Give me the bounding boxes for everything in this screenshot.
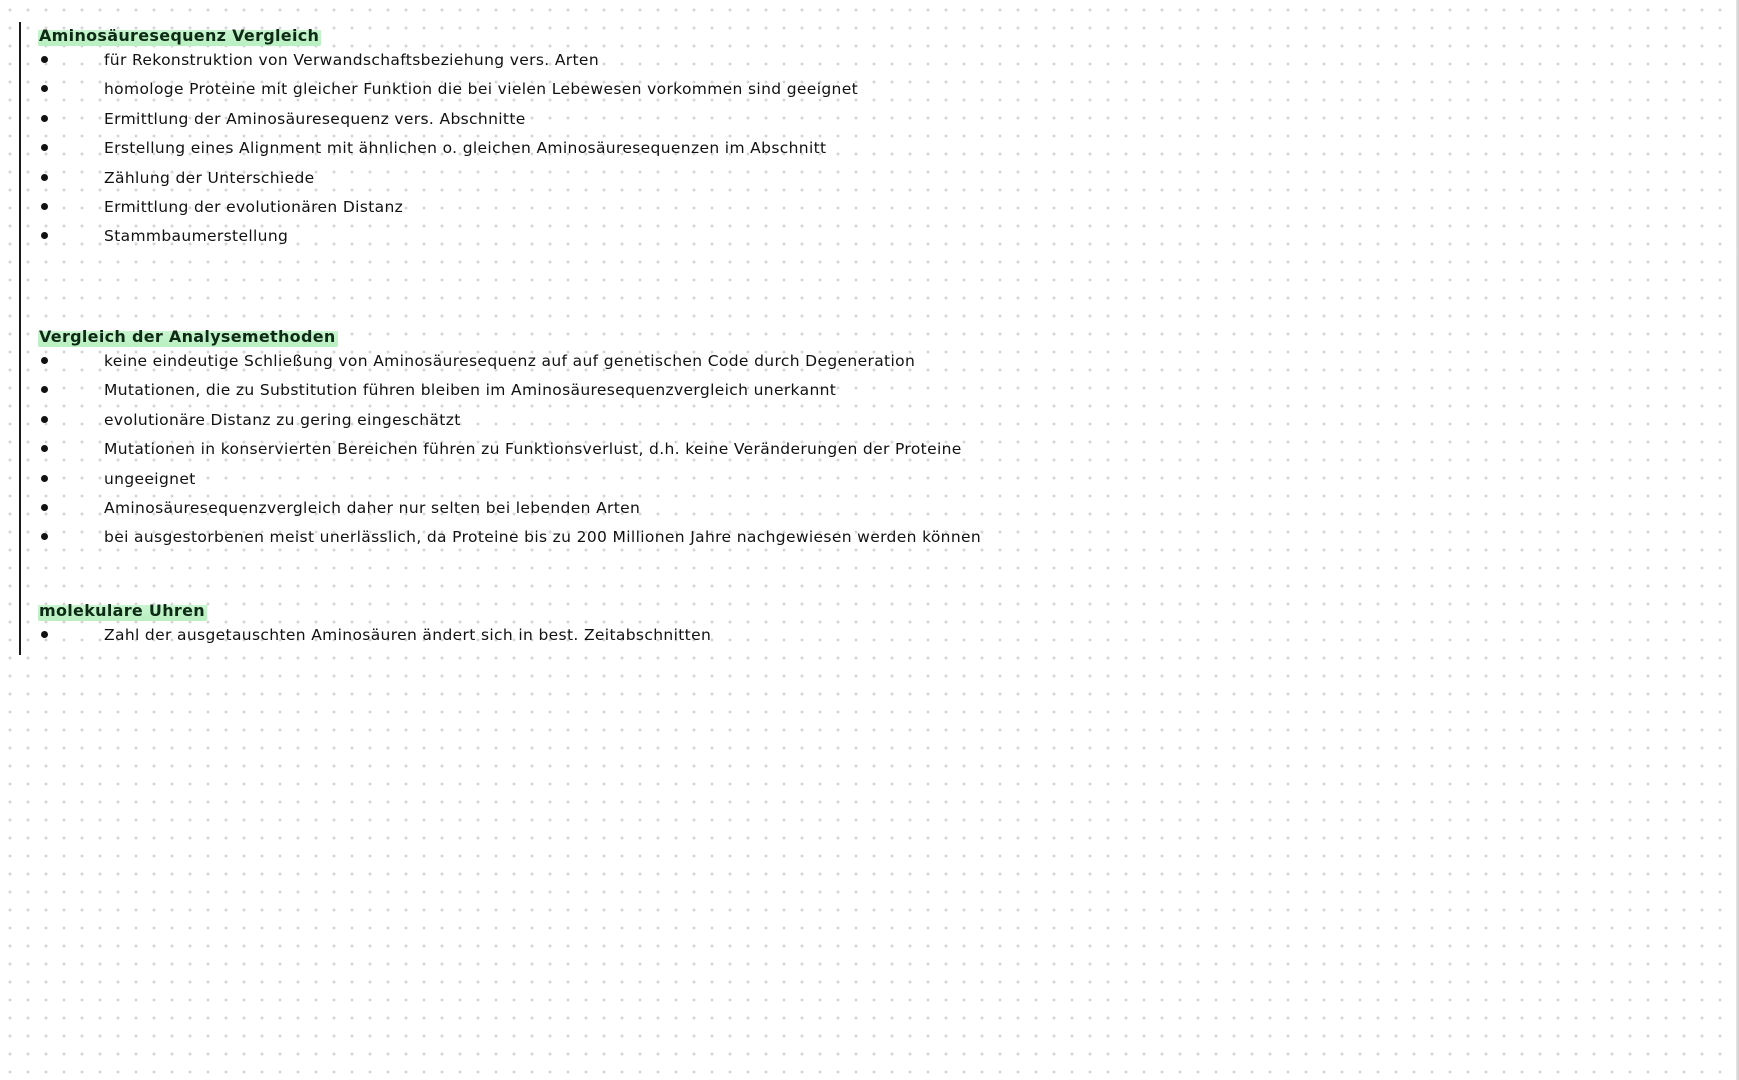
bullet-icon [41,144,48,151]
list-item [38,527,982,556]
list-item [38,625,712,654]
list-item-text: Ermittlung der Aminosäuresequenz vers. Abschnitte [104,109,526,128]
list-item [38,380,837,409]
section-vergleich-der-analysemethoden [38,327,982,557]
bullet-list [38,50,859,256]
list-item [38,469,338,498]
bullet-list [38,351,982,557]
list-item-text: Mutationen, die zu Substitution führen bleiben im Aminosäuresequenzvergleich unerkannt [104,381,837,400]
bullet-icon [41,85,48,92]
list-item [38,109,526,138]
bullet-list [38,625,712,654]
list-item-text: Stammbaumerstellung [104,227,289,246]
bullet-icon [41,445,48,452]
bullet-icon [41,416,48,423]
bullet-icon [41,631,48,638]
list-item-text: keine eindeutige Schließung von Aminosäuresequenz auf auf genetischen Code durch Degeneration [104,352,916,370]
list-item [38,138,827,167]
bullet-icon [41,56,48,63]
list-item-text: bei ausgestorbenen meist unerlässlich, da Proteine bis zu 200 Millionen Jahre nachgewiesen werden können [104,528,982,547]
margin-line [19,22,21,655]
list-item-text: Aminosäuresequenzvergleich daher nur selten bei lebenden Arten [104,498,641,517]
list-item [38,439,962,468]
list-item-text: Erstellung eines Alignment mit ähnlichen o. gleichen Aminosäuresequenzen im Abschnitt [104,139,827,158]
list-item [38,79,859,108]
bullet-icon [41,232,48,239]
list-item-text: evolutionäre Distanz zu gering eingeschätzt [104,410,461,429]
section-heading: molekulare Uhren [39,601,205,620]
section-aminosaeuresequenz-vergleich [38,26,859,256]
bullet-icon [41,203,48,210]
list-item [38,410,461,439]
section-heading: Vergleich der Analysemethoden [39,327,336,346]
bullet-icon [41,533,48,540]
list-item-text: Zahl der ausgetauschten Aminosäuren ändert sich in best. Zeitabschnitten [104,626,712,644]
list-item [38,351,916,380]
list-item-text: Zählung der Unterschiede [104,168,315,187]
list-item-text: für Rekonstruktion von Verwandschaftsbeziehung vers. Arten [104,51,599,69]
list-item [38,498,641,527]
bullet-icon [41,386,48,393]
list-item-text: ungeeignet [104,469,196,488]
bullet-icon [41,504,48,511]
section-heading: Aminosäuresequenz Vergleich [39,26,320,45]
bullet-icon [41,357,48,364]
list-item [38,197,404,226]
bullet-icon [41,115,48,122]
bullet-icon [41,174,48,181]
list-item-text: Ermittlung der evolutionären Distanz [104,197,404,216]
list-item [38,168,321,197]
list-item-text: homologe Proteine mit gleicher Funktion die bei vielen Lebewesen vorkommen sind geeignet [104,80,859,99]
bullet-icon [41,475,48,482]
list-item [38,226,321,255]
list-item [38,50,599,79]
section-molekulare-uhren [38,601,712,654]
list-item-text: Mutationen in konservierten Bereichen führen zu Funktionsverlust, d.h. keine Veränderungen der Proteine [104,440,962,459]
